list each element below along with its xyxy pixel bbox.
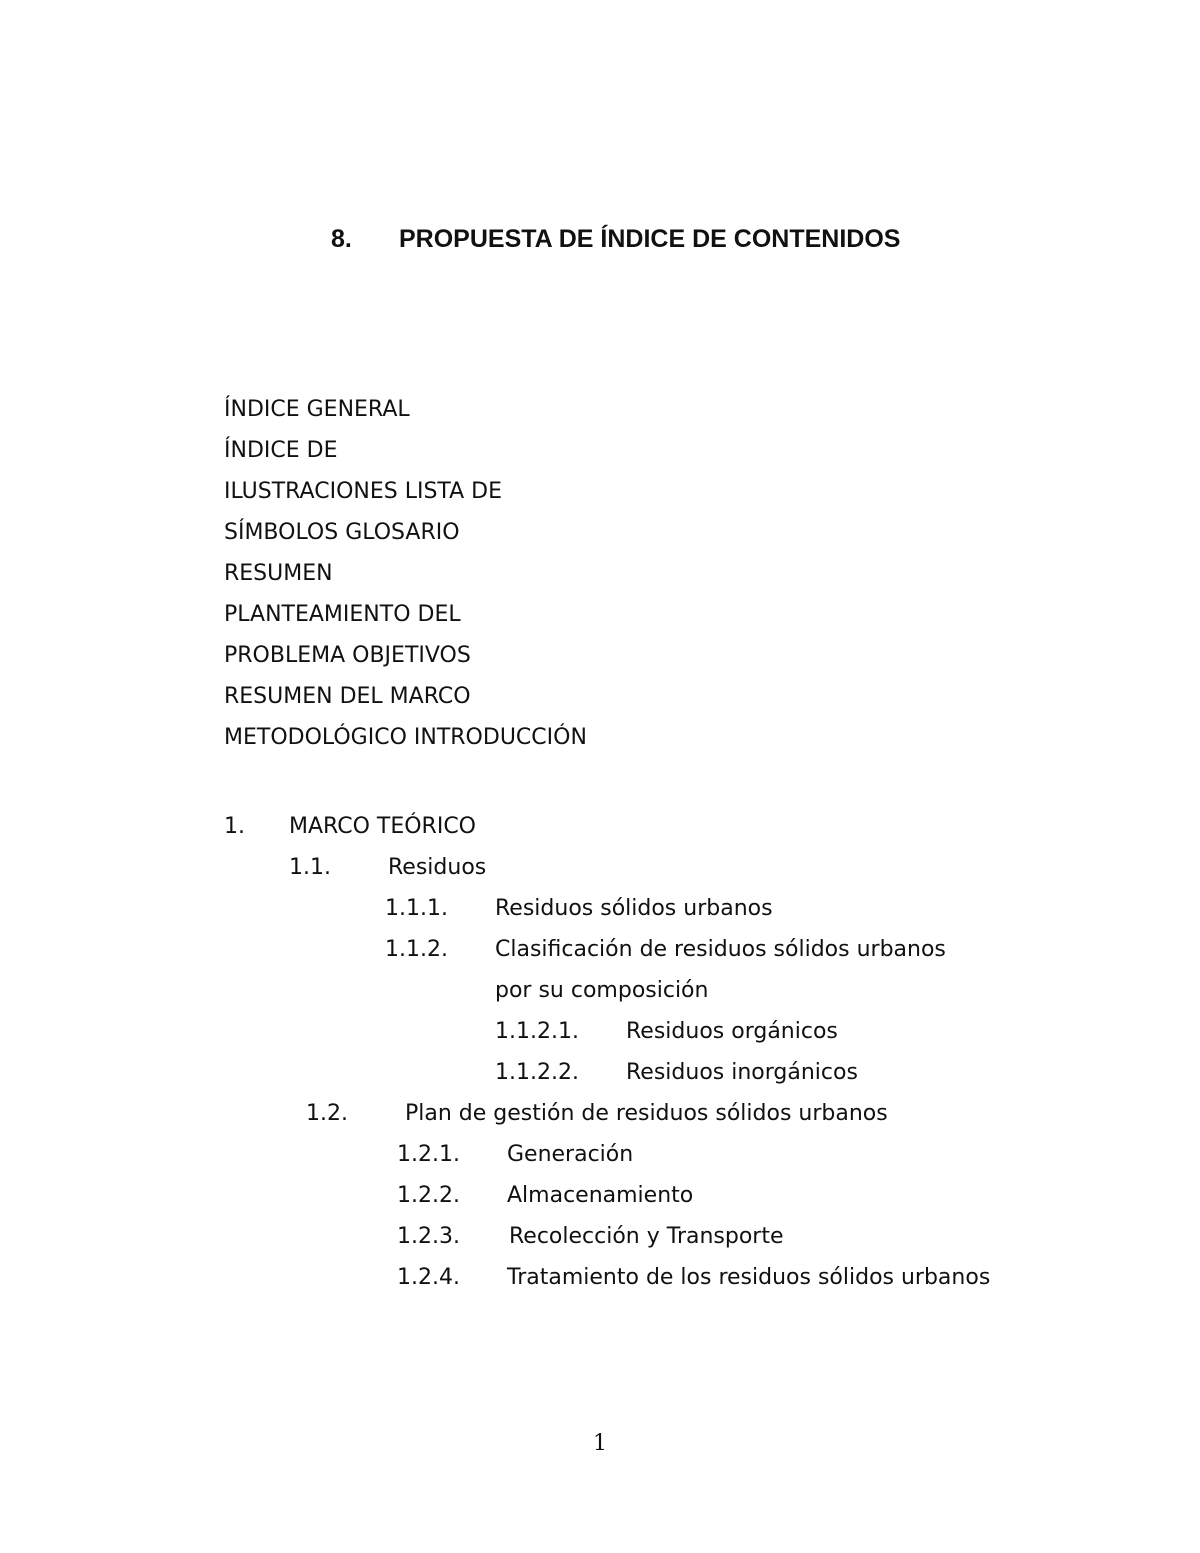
front-matter-line: METODOLÓGICO INTRODUCCIÓN	[224, 725, 587, 750]
toc-entry-number: 1.2.2.	[397, 1183, 460, 1208]
toc-entry-number: 1.1.2.1.	[495, 1019, 579, 1044]
page-number: 1	[593, 1431, 607, 1456]
front-matter-line: ÍNDICE GENERAL	[224, 397, 410, 422]
toc-entry-number: 1.1.2.	[385, 937, 448, 962]
toc-entry-text: Recolección y Transporte	[509, 1224, 784, 1249]
toc-entry-text: Residuos inorgánicos	[626, 1060, 858, 1085]
front-matter-line: RESUMEN DEL MARCO	[224, 684, 471, 709]
toc-entry-text: Residuos orgánicos	[626, 1019, 838, 1044]
toc-entry-text: Plan de gestión de residuos sólidos urbanos	[405, 1101, 888, 1126]
toc-entry-text: por su composición	[495, 978, 709, 1003]
front-matter-line: RESUMEN	[224, 561, 333, 586]
toc-entry-text: MARCO TEÓRICO	[289, 814, 476, 839]
front-matter-line: ÍNDICE DE	[224, 438, 338, 463]
front-matter-line: SÍMBOLOS GLOSARIO	[224, 520, 460, 545]
section-title: PROPUESTA DE ÍNDICE DE CONTENIDOS	[399, 225, 901, 253]
toc-entry-number: 1.2.4.	[397, 1265, 460, 1290]
front-matter-list	[224, 389, 587, 758]
toc-entry-number: 1.	[224, 814, 245, 839]
toc-entry-text: Tratamiento de los residuos sólidos urbanos	[507, 1265, 991, 1290]
toc-entry-text: Almacenamiento	[507, 1183, 694, 1208]
toc-entry-number: 1.1.	[289, 855, 331, 880]
toc-entry-number: 1.2.3.	[397, 1224, 460, 1249]
toc-entry-number: 1.1.1.	[385, 896, 448, 921]
toc-entry-text: Residuos sólidos urbanos	[495, 896, 773, 921]
front-matter-line: PROBLEMA OBJETIVOS	[224, 643, 471, 668]
toc-entry-number: 1.2.	[306, 1101, 348, 1126]
toc-entry-text: Clasificación de residuos sólidos urbanos	[495, 937, 946, 962]
toc-entry-text: Residuos	[388, 855, 487, 880]
front-matter-line: PLANTEAMIENTO DEL	[224, 602, 461, 627]
toc-entry-number: 1.2.1.	[397, 1142, 460, 1167]
toc-entry-text: Generación	[507, 1142, 634, 1167]
toc-entry-number: 1.1.2.2.	[495, 1060, 579, 1085]
section-number: 8.	[331, 225, 352, 253]
front-matter-line: ILUSTRACIONES LISTA DE	[224, 479, 503, 504]
